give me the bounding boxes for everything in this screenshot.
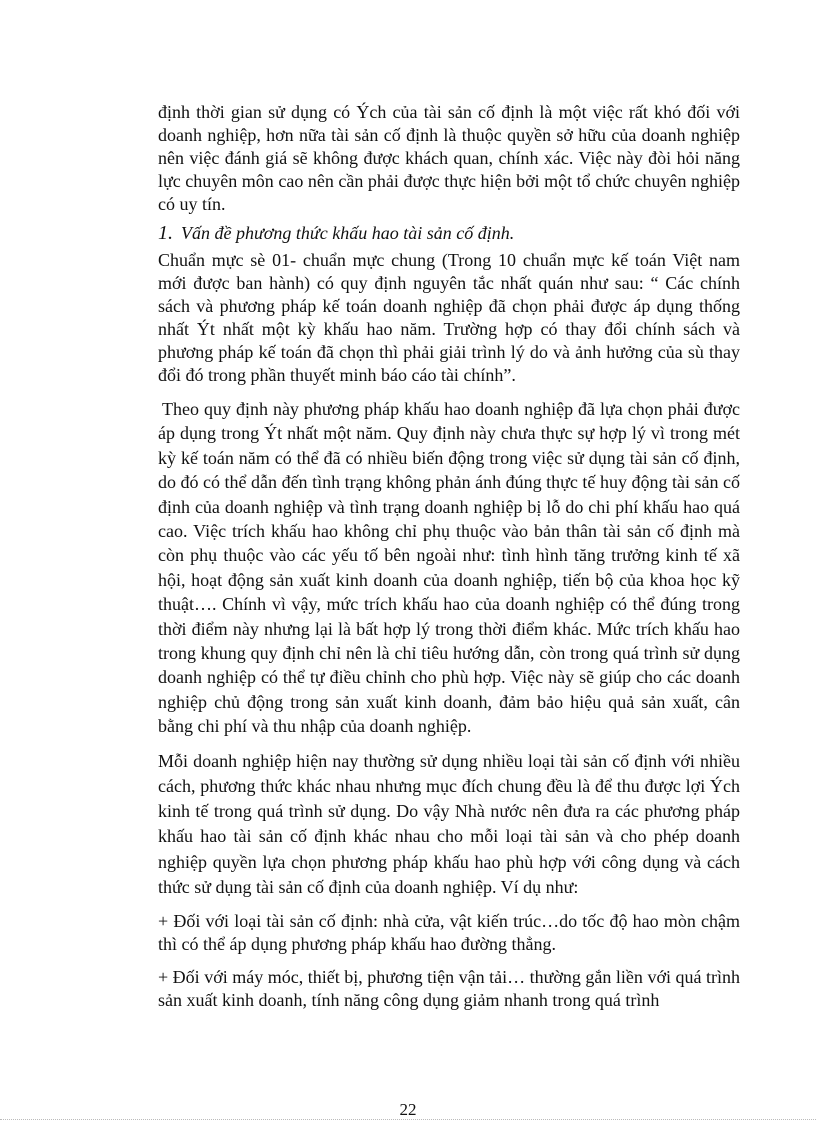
paragraph-intro: định thời gian sử dụng có Ých của tài sản cố định là một việc rất khó đối với doanh nghiệp, hơn nữa tài sản cố định là thuộc quyền sở hữu của doanh nghiệp nên việc đánh giá sẽ không được khách quan, chính xác. Việc này đòi hỏi năng lực chuyên môn cao nên cần phải được thực hiện bởi một tổ chức chuyên nghiệp có uy tín. [158, 102, 740, 214]
paragraph-enterprise: Mỗi doanh nghiệp hiện nay thường sử dụng nhiều loại tài sản cố định với nhiều cách, phương thức khác nhau nhưng mục đích chung đều là để thu được lợi Ých kinh tế trong quá trình sử dụng. Do vậy Nhà nước nên đưa ra các phương pháp khấu hao tài sản cố định khác nhau cho mỗi loại tài sản và cho phép doanh nghiệp quyền lựa chọn phương pháp khấu hao phù hợp với công dụng và cách thức sử dụng tài sản cố định của doanh nghiệp. Ví dụ như: [158, 750, 740, 897]
list-item-buildings: + Đối với loại tài sản cố định: nhà cửa, vật kiến trúc…do tốc độ hao mòn chậm thì có thể áp dụng phương pháp khấu hao đường thẳng. [158, 910, 740, 954]
paragraph-regulation: Theo quy định này phương pháp khấu hao doanh nghiệp đã lựa chọn phải được áp dụng trong Ýt nhất một năm. Quy định này chưa thực sự hợp lý vì trong mét kỳ kế toán năm có thể đã có nhiều biến động trong việc sử dụng tài sản cố định, do đó có thể dẫn đến tình trạng không phản ánh đúng thực tế huy động tài sản cố định của doanh nghiệp và tình trạng doanh nghiệp bị lỗ do chi phí khấu hao quá cao. Việc trích khấu hao không chỉ phụ thuộc vào bản thân tài sản cố định mà còn phụ thuộc vào các yếu tố bên ngoài như: tình hình tăng trưởng kinh tế xã hội, hoạt động sản xuất kinh doanh của doanh nghiệp, tiến bộ của khoa học kỹ thuật…. Chính vì vậy, mức trích khấu hao của doanh nghiệp có thể đúng trong thời điểm này nhưng lại là bất hợp lý trong thời điểm khác. Mức trích khấu hao trong khung quy định chỉ nên là chỉ tiêu hướng dẫn, còn trong quá trình sử dụng doanh nghiệp có thể tự điều chỉnh cho phù hợp. Việc này sẽ giúp cho các doanh nghiệp chủ động trong sản xuất kinh doanh, đảm bảo hiệu quả sản xuất, cân bằng chi phí và thu nhập của doanh nghiệp. [158, 399, 740, 737]
body-text [158, 101, 740, 1012]
list-item-machinery: + Đối với máy móc, thiết bị, phương tiện vận tải… thường gắn liền với quá trình sản xuất kinh doanh, tính năng công dụng giảm nhanh trong quá trình [158, 966, 740, 1010]
section-heading-text: Vấn đề phương thức khấu hao tài sản cố định. [181, 223, 515, 243]
paragraph-standard: Chuẩn mực sè 01- chuẩn mực chung (Trong 10 chuẩn mực kế toán Việt nam mới được ban hành) có quy định nguyên tắc nhất quán như sau: “ Các chính sách và phương pháp kế toán doanh nghiệp đã chọn phải được áp dụng thống nhất Ýt nhất một kỳ khấu hao năm. Trường hợp có thay đổi chính sách và phương pháp kế toán đã chọn thì phải giải trình lý do và ảnh hưởng của sù thay đổi đó trong phần thuyết minh báo cáo tài chính”. [158, 250, 740, 385]
section-heading-number: 1. [158, 222, 173, 244]
page-number: 22 [399, 1100, 417, 1119]
section-heading [158, 222, 740, 245]
footer-divider [0, 1119, 816, 1120]
